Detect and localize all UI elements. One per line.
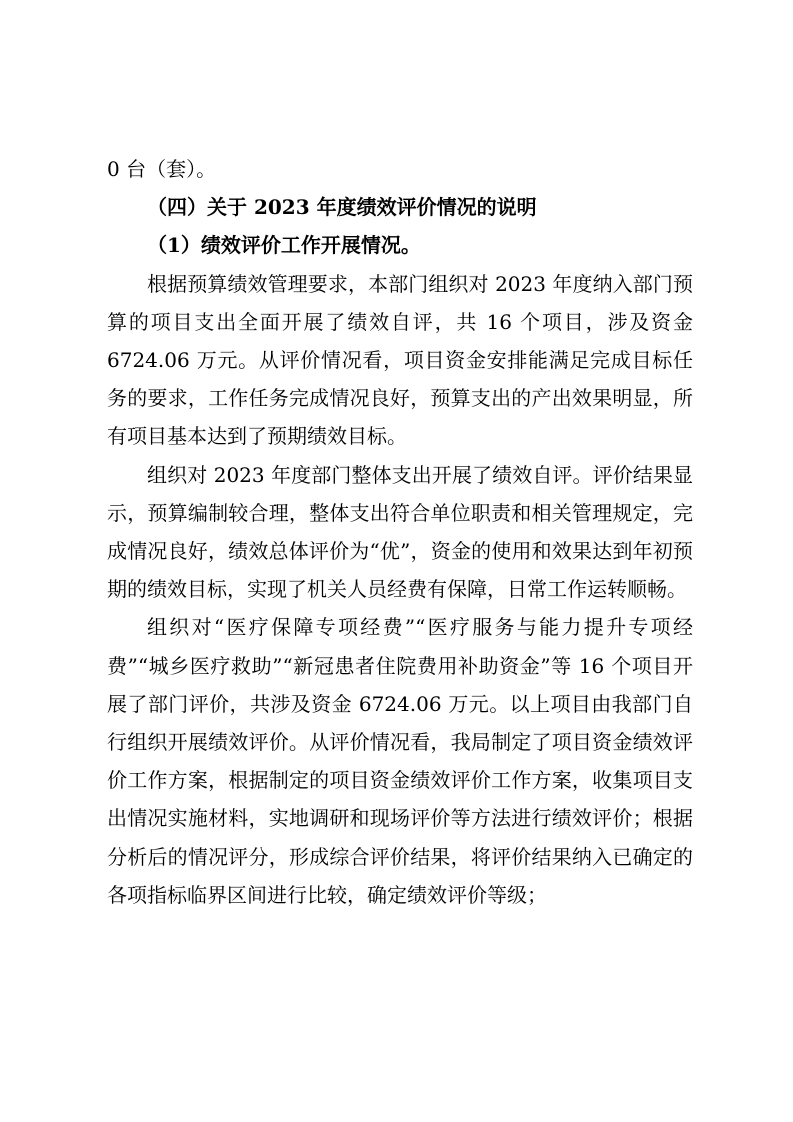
subsection-heading: （1）绩效评价工作开展情况。 bbox=[147, 233, 421, 258]
continuation-line: 0 台（套）。 bbox=[107, 157, 217, 181]
paragraph-project-evaluation: 组织对“医疗保障专项经费”“医疗服务与能力提升专项经费”“城乡医疗救助”“新冠患者住院费用补助资金”等 16 个项目开展了部门评价，共涉及资金 6724.06 万元。以上项目由我部门自行组织开展绩效评价。从评价情况看，我局制定了项目资金绩效评价工作方案，根据制定的项目资金绩效评价工作方案，收集项目支出情况实施材料，实地调研和现场评价等方法进行绩效评价；根据分析后的情况评分，形成综合评价结果，将评价结果纳入已确定的各项指标临界区间进行比较，确定绩效评价等级； bbox=[107, 615, 693, 907]
document-body bbox=[107, 150, 693, 914]
section-heading: （四）关于 2023 年度绩效评价情况的说明 bbox=[147, 195, 537, 220]
paragraph-performance-self-evaluation: 根据预算绩效管理要求，本部门组织对 2023 年度纳入部门预算的项目支出全面开展了绩效自评，共 16 个项目，涉及资金 6724.06 万元。从评价情况看，项目资金安排能满足完成目标任务的要求，工作任务完成情况良好，预算支出的产出效果明显，所有项目基本达到了预期绩效目标。 bbox=[107, 271, 693, 449]
paragraph-overall-expenditure-evaluation: 组织对 2023 年度部门整体支出开展了绩效自评。评价结果显示，预算编制较合理，整体支出符合单位职责和相关管理规定，完成情况良好，绩效总体评价为“优”，资金的使用和效果达到年初预期的绩效目标，实现了机关人员经费有保障，日常工作运转顺畅。 bbox=[107, 462, 693, 602]
